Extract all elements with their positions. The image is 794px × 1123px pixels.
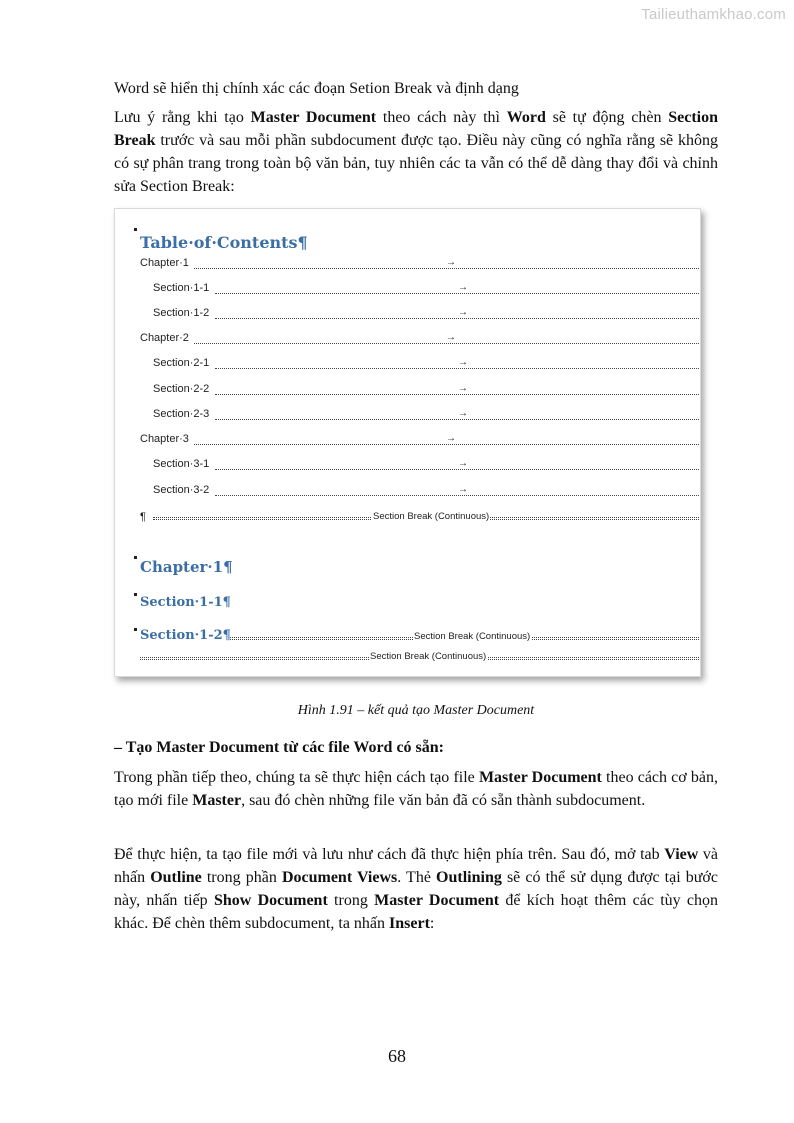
toc-entry-label: Chapter·2 — [140, 332, 189, 344]
toc-entry-label: Section·1-2 — [153, 307, 210, 319]
toc-entry — [115, 282, 701, 296]
section-break-label: Section Break (Continuous) — [370, 651, 487, 662]
pilcrow-mark: ¶ — [140, 511, 146, 523]
toc-entry-label: Section·3-2 — [153, 484, 210, 496]
section-1-1-heading: Section·1-1¶ — [140, 595, 231, 610]
toc-entry — [115, 257, 701, 271]
tab-arrow-icon: → — [458, 408, 468, 419]
chapter-1-heading: Chapter·1¶ — [140, 558, 233, 576]
tab-arrow-icon: → — [446, 433, 456, 444]
toc-entry — [115, 357, 701, 371]
tab-arrow-icon: → — [458, 357, 468, 368]
toc-leader-dots — [215, 469, 701, 470]
paragraph-mark-bullet — [134, 593, 137, 596]
paragraph-3: Trong phần tiếp theo, chúng ta sẽ thực hiện cách tạo file Master Document theo cách cơ bản, tạo mới file Master, sau đó chèn những file văn bản đã có sẵn thành subdocument. — [114, 769, 719, 809]
toc-entry-label: Section·2-2 — [153, 383, 210, 395]
paragraph-2: Lưu ý rằng khi tạo Master Document theo cách này thì Word sẽ tự động chèn Section Break trước và sau mỗi phần subdocument được tạo. Điều này cũng có nghĩa rằng sẽ không có sự phân trang trong toàn bộ văn bản, tuy nhiên các ta vẫn có thể dễ dàng thay đổi và chỉnh sửa Section Break: — [114, 109, 719, 195]
toc-entry-label: Section·2-1 — [153, 357, 210, 369]
paragraph-mark-bullet — [134, 628, 137, 631]
section-break-label: Section Break (Continuous) — [414, 631, 531, 642]
toc-leader-dots — [215, 293, 701, 294]
toc-entry-label: Chapter·1 — [140, 257, 189, 269]
toc-leader-dots — [194, 444, 701, 445]
figure-caption: Hình 1.91 – kết quả tạo Master Document — [297, 703, 535, 718]
tab-arrow-icon: → — [446, 332, 456, 343]
toc-entry — [115, 408, 701, 422]
toc-entry-label: Chapter·3 — [140, 433, 189, 445]
paragraph-1: Word sẽ hiển thị chính xác các đoạn Setion Break và định dạng — [114, 80, 519, 97]
toc-leader-dots — [194, 268, 701, 269]
toc-leader-dots — [215, 368, 701, 369]
toc-title: Table·of·Contents¶ — [140, 233, 308, 252]
section-break-label: Section Break (Continuous) — [373, 511, 490, 522]
toc-entry — [115, 484, 701, 498]
tab-arrow-icon: → — [446, 257, 456, 268]
figure-screenshot — [114, 208, 701, 677]
toc-entry-label: Section·1-1 — [153, 282, 210, 294]
toc-leader-dots — [215, 419, 701, 420]
toc-leader-dots — [215, 394, 701, 395]
toc-entry — [115, 383, 701, 397]
tab-arrow-icon: → — [458, 383, 468, 394]
section-1-2-heading: Section·1-2¶ — [140, 628, 231, 643]
toc-leader-dots — [215, 495, 701, 496]
toc-entry-label: Section·3-1 — [153, 458, 210, 470]
paragraph-mark-bullet — [134, 228, 137, 231]
watermark: Tailieuthamkhao.com — [641, 6, 786, 23]
toc-leader-dots — [215, 318, 701, 319]
page-number: 68 — [388, 1046, 406, 1066]
toc-entry — [115, 458, 701, 472]
tab-arrow-icon: → — [458, 484, 468, 495]
toc-leader-dots — [194, 343, 701, 344]
toc-entry — [115, 433, 701, 447]
toc-entry-label: Section·2-3 — [153, 408, 210, 420]
tab-arrow-icon: → — [458, 458, 468, 469]
toc-entry — [115, 307, 701, 321]
paragraph-4: Để thực hiện, ta tạo file mới và lưu như cách đã thực hiện phía trên. Sau đó, mở tab View và nhấn Outline trong phần Document Views. Thẻ Outlining sẽ có thể sử dụng được tại bước này, nhấn tiếp Show Document trong Master Document để kích hoạt thêm các tùy chọn khác. Để chèn thêm subdocument, ta nhấn Insert: — [114, 846, 719, 932]
tab-arrow-icon: → — [458, 282, 468, 293]
section-heading: – Tạo Master Document từ các file Word có sẵn: — [114, 739, 444, 756]
paragraph-mark-bullet — [134, 556, 137, 559]
tab-arrow-icon: → — [458, 307, 468, 318]
toc-entry — [115, 332, 701, 346]
